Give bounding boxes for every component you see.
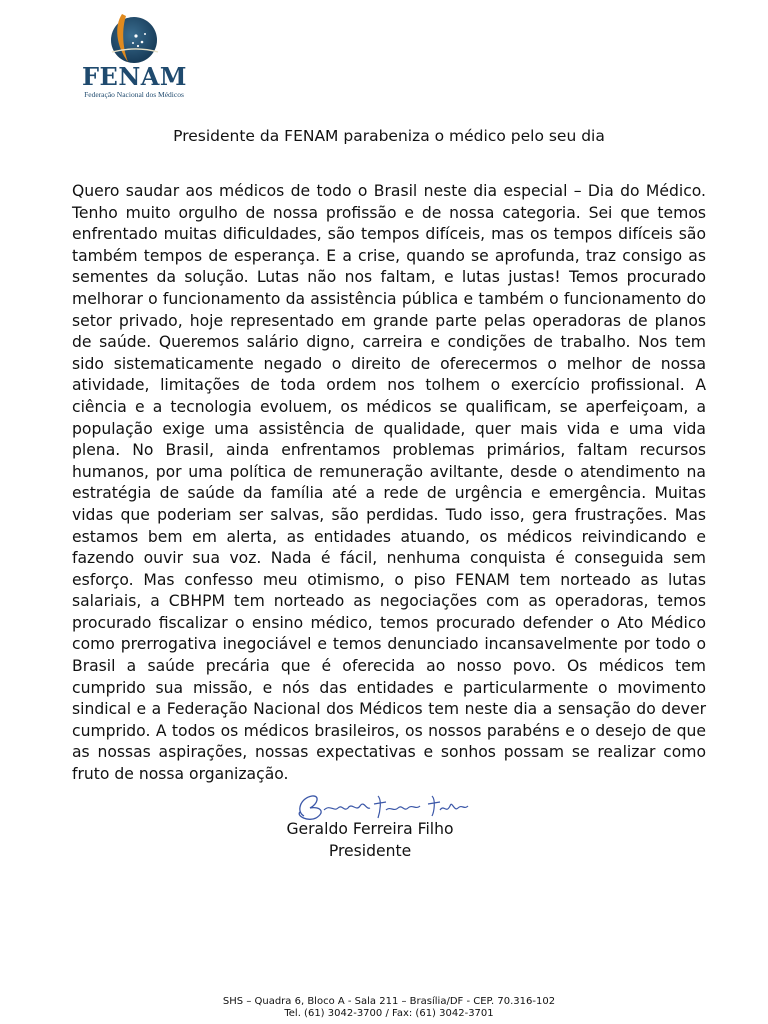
- document-body: Quero saudar aos médicos de todo o Brasil neste dia especial – Dia do Médico. Tenho muito orgulho de nossa profissão e de nossa categoria. Sei que temos enfrentado muitas dificuldades, são tempos difíceis, mas os tempos difíceis são também tempos de esperança. E a crise, quando se aprofunda, traz consigo as sementes da solução. Lutas não nos faltam, e lutas justas! Temos procurado melhorar o funcionamento da assistência pública e também o funcionamento do setor privado, hoje representado em grande parte pelas operadoras de planos de saúde. Queremos salário digno, carreira e condições de trabalho. Nos tem sido sistematicamente negado o direito de oferecermos o melhor de nossa atividade, limitações de toda ordem nos tolhem o exercício profissional. A ciência e a tecnologia evoluem, os médicos se qualificam, se aperfeiçoam, a população exige uma assistência de qualidade, quer mais vida e uma vida plena. No Brasil, ainda enfrentamos problemas primários, faltam recursos humanos, por uma política de remuneração aviltante, desde o atendimento na estratégia de saúde da família até a rede de urgência e emergência. Muitas vidas que poderiam ser salvas, são perdidas. Tudo isso, gera frustrações. Mas estamos bem em alerta, as entidades atuando, os médicos reivindicando e fazendo ouvir sua voz. Nada é fácil, nenhuma conquista é conseguida sem esforço. Mas confesso meu otimismo, o piso FENAM tem norteado as lutas salariais, a CBHPM tem norteado as negociações com as operadoras, temos procurado fiscalizar o ensino médico, temos procurado defender o Ato Médico como prerrogativa inegociável e temos denunciado incansavelmente por todo o Brasil a saúde precária que é oferecida ao nosso povo. Os médicos tem cumprido sua missão, e nós das entidades e particularmente o movimento sindical e a Federação Nacional dos Médicos tem neste dia a sensação do dever cumprido. A todos os médicos brasileiros, os nossos parabéns e o desejo de que as nossas aspirações, nossas expectativas e sonhos possam se realizar como fruto de nossa organização.: [72, 182, 706, 784]
- footer: [0, 996, 768, 1020]
- footer-phone: Tel. (61) 3042-3700 / Fax: (61) 3042-3701: [284, 1008, 494, 1019]
- logo-wordmark: FENAM: [82, 62, 187, 91]
- fenam-logo: [78, 12, 190, 102]
- signature-block: [270, 818, 470, 862]
- logo-subtitle: Federação Nacional dos Médicos: [84, 90, 184, 99]
- signer-name: Geraldo Ferreira Filho: [286, 820, 454, 838]
- document-title: Presidente da FENAM parabeniza o médico pelo seu dia: [173, 127, 605, 145]
- fenam-emblem-icon: [78, 12, 190, 64]
- footer-address: SHS – Quadra 6, Bloco A - Sala 211 – Brasília/DF - CEP. 70.316-102: [222, 996, 556, 1007]
- signer-role: Presidente: [328, 842, 412, 860]
